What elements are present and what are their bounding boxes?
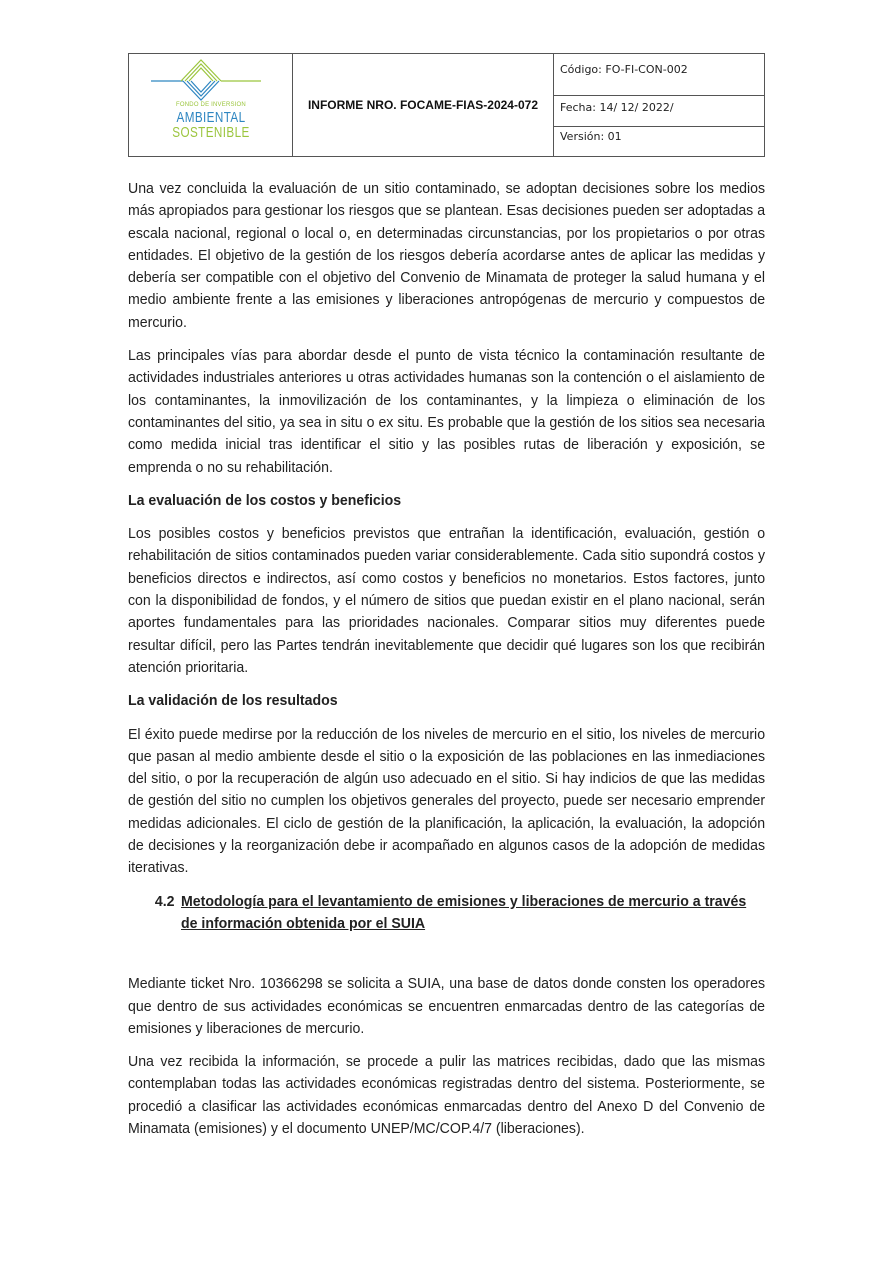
report-title: INFORME NRO. FOCAME-FIAS-2024-072 — [293, 54, 554, 156]
logo-cell — [129, 54, 293, 156]
paragraph: Mediante ticket Nro. 10366298 se solicita a SUIA, una base de datos donde consten los operadores que dentro de sus actividades económicas se encuentren enmarcadas dentro de las categorías de emisiones y liberaciones de mercurio. — [128, 975, 766, 1037]
paragraph: Una vez concluida la evaluación de un sitio contaminado, se adoptan decisiones sobre los medios más apropiados para gestionar los riesgos que se plantean. Esas decisiones pueden ser adoptadas a escala nacional, regional o local o, en determinadas circunstancias, por los propietarios o por otras entidades. El objetivo de la gestión de los riesgos debería acordarse antes de aplicar las medidas y debería ser compatible con el objetivo del Convenio de Minamata de proteger la salud humana y el medio ambiente frente a las emisiones y liberaciones antropógenas de mercurio y compuestos de mercurio. — [128, 180, 766, 331]
document-version: Versión: 01 — [560, 130, 622, 143]
paragraph: Los posibles costos y beneficios previstos que entrañan la identificación, evaluación, gestión o rehabilitación de sitios contaminados pueden variar considerablemente. Cada sitio supondrá costos y beneficios directos e indirectos, así como costos y beneficios no monetarios. Estos factores, junto con la disponibilidad de fondos, y el número de sitios que puedan existir en el plano nacional, serán aportes fundamentales para las prioridades nacionales. Comparar sitios muy diferentes puede resultar difícil, pero las Partes tendrán inevitablemente que decidir qué lugares son los que recibirán atención prioritaria. — [128, 525, 766, 676]
paragraph: Las principales vías para abordar desde el punto de vista técnico la contaminación resultante de actividades industriales anteriores u otras actividades humanas son la contención o el aislamiento de los contaminantes, la inmovilización de los contaminantes, y la limpieza o eliminación de los contaminantes del sitio, ya sea in situ o ex situ. Es probable que la gestión de los sitios sea necesaria como medida inicial tras identificar el sitio y las posibles rutas de liberación y exposición, se emprenda o no su rehabilitación. — [128, 347, 766, 476]
document-date: Fecha: 14/ 12/ 2022/ — [554, 96, 764, 127]
section-number: 4.2 — [154, 892, 175, 910]
paragraph: Una vez recibida la información, se procede a pulir las matrices recibidas, dado que las mismas contemplaban todas las actividades económicas registradas dentro del sistema. Posteriormente, se procedió a clasificar las actividades económicas enmarcadas dentro del Anexo D del Convenio de Minamata (emisiones) y el documento UNEP/MC/COP.4/7 (liberaciones). — [128, 1053, 766, 1137]
logo-text-ambiental: AMBIENTAL — [176, 109, 246, 126]
logo-text-fondo: FONDO DE INVERSION — [176, 102, 246, 108]
paragraph: El éxito puede medirse por la reducción de los niveles de mercurio en el sitio, los niveles de mercurio que pasan al medio ambiente desde el sitio o la exposición de las poblaciones en las inmediaciones del sitio, o por la recuperación de algún uso adecuado en el sitio. Si hay indicios de que las medidas de gestión del sitio no cumplen los objetivos generales del proyecto, puede ser necesario emprender medidas adicionales. El ciclo de gestión de la planificación, la aplicación, la evaluación, la adopción de decisiones y la reorganización debe ir acompañado en algunos casos de la adopción de medidas iterativas. — [128, 725, 766, 877]
diamond-logo-icon — [151, 56, 271, 104]
header-table — [128, 53, 765, 157]
section-heading-4-2 — [128, 891, 765, 936]
heading-costos-beneficios: La evaluación de los costos y beneficios — [128, 491, 402, 509]
document-body — [128, 178, 765, 1151]
heading-validacion-resultados: La validación de los resultados — [128, 692, 338, 710]
logo-text-sostenible: SOSTENIBLE — [172, 124, 250, 141]
document-meta — [554, 54, 764, 156]
section-title: Metodología para el levantamiento de emisiones y liberaciones de mercurio a través de información obtenida por el SUIA — [181, 892, 747, 932]
document-code: Código: FO-FI-CON-002 — [554, 54, 764, 96]
